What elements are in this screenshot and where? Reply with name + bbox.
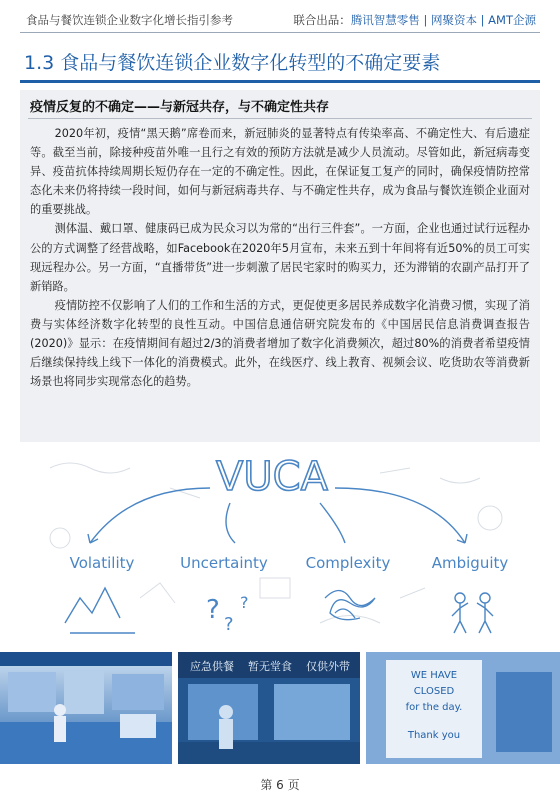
publisher-names: 腾讯智慧零售 | 网聚资本 | AMT企源 xyxy=(350,13,536,27)
page-header xyxy=(0,0,560,40)
sign-emergency-meal: 应急供餐 xyxy=(190,660,234,673)
closed-line-1: WE HAVE xyxy=(410,670,458,681)
vuca-illustration xyxy=(20,448,540,650)
sign-no-dine-in: 暂无堂食 xyxy=(248,660,292,673)
svg-text:?: ? xyxy=(240,593,249,612)
sign-takeaway-only: 仅供外带 xyxy=(306,660,350,673)
closed-sign-scene xyxy=(366,652,560,764)
supermarket-photo xyxy=(0,652,172,764)
restaurant-scene xyxy=(178,652,360,764)
page-number: 第 6 页 xyxy=(260,778,300,792)
publisher-prefix: 联合出品： xyxy=(293,13,351,27)
svg-text:?: ? xyxy=(206,595,220,625)
section-divider xyxy=(20,80,540,83)
restaurant-takeaway-photo xyxy=(178,652,360,764)
svg-text:?: ? xyxy=(224,614,234,635)
publishers-line xyxy=(293,12,536,28)
term-ambiguity: Ambiguity xyxy=(431,554,509,572)
header-divider xyxy=(20,32,540,33)
term-uncertainty: Uncertainty xyxy=(180,554,268,572)
closed-line-3: for the day. xyxy=(405,702,463,713)
section-title: 1.3 食品与餐饮连锁企业数字化转型的不确定要素 xyxy=(24,52,441,74)
paragraph: 测体温、戴口罩、健康码已成为民众习以为常的“出行三件套”。一方面，企业也通过试行远程办公的方式调整了经营战略，如Facebook在2020年5月宣布，未来五到十年间将有近50%的员工可实现远程办公。另一方面，“直播带货”进一步刺激了居民宅家时的购买力，还为滞销的农副产品打开了新销路。 xyxy=(30,222,530,293)
term-volatility: Volatility xyxy=(69,554,135,572)
paragraph: 疫情防控不仅影响了人们的工作和生活的方式，更促使更多居民养成数字化消费习惯，实现了消费与实体经济数字化转型的良性互动。中国信息通信研究院发布的《中国居民信息消费调查报告(2020)》显示：在疫情期间有超过2/3的消费者增加了数字化消费频次，超过80%的消费者希望疫情后继续保持线上线下一体化的消费模式。此外，在线医疗、线上教育、视频会议、吃货助农等消费新场景也将同步实现常态化的趋势。 xyxy=(30,298,530,389)
supermarket-scene xyxy=(0,652,172,764)
closed-sign-photo xyxy=(366,652,560,764)
vuca-sketch xyxy=(20,448,540,650)
closed-line-2: CLOSED xyxy=(413,686,455,697)
panel-heading: 疫情反复的不确定——与新冠共存，与不确定性共存 xyxy=(30,100,330,115)
panel-body xyxy=(30,124,530,391)
vuca-title: VUCA xyxy=(216,454,328,500)
photo-strip xyxy=(0,652,560,764)
paragraph: 2020年初，疫情“黑天鹅”席卷而来，新冠肺炎的显著特点有传染率高、不确定性大、有后遗症等。截至当前，除接种疫苗外唯一且行之有效的预防方法就是减少人员流动。尽管如此，新冠病毒变异、疫苗抗体持续周期长短仍存在一定的不确定性。因此，在保证复工复产的同时，确保疫情防控常态化未来仍将持续一段时间，如何与新冠病毒共存、与不确定性共存，成为食品与餐饮连锁企业面对的重要挑战。 xyxy=(30,127,530,217)
term-complexity: Complexity xyxy=(305,554,391,572)
panel-heading-divider xyxy=(28,118,532,119)
document-title: 食品与餐饮连锁企业数字化增长指引参考 xyxy=(26,13,233,27)
text-panel xyxy=(20,90,540,442)
closed-line-5: Thank you xyxy=(407,730,461,741)
